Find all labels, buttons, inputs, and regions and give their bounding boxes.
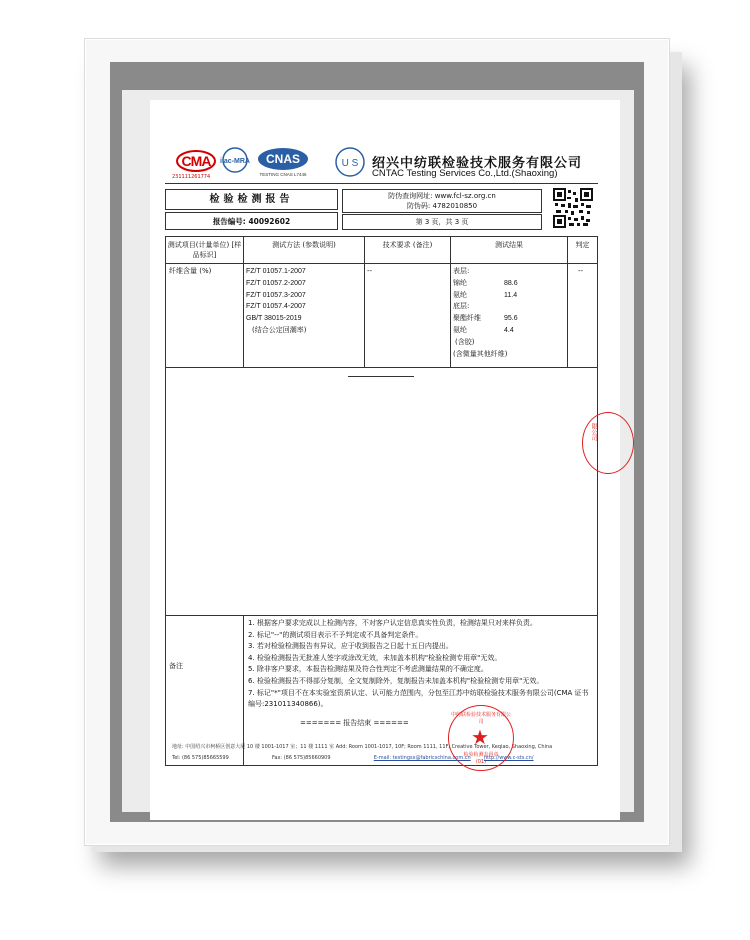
report-number-label: 报告编号: [212,217,246,226]
blank-divider [348,376,414,377]
result-value-3: 11.4 [504,291,518,299]
footer-contacts [172,753,602,764]
company-name-cn: 绍兴中纺联检验技术服务有限公司 [372,156,583,171]
report-title: 检验检测报告 [165,189,338,210]
svg-text:TESTING CNAS L7446: TESTING CNAS L7446 [259,172,307,177]
cntac-logo [334,146,366,178]
remark-2: 2. 标记"--"的测试项目表示不予判定或不具备判定条件。 [248,630,423,639]
method-note: (结合公定回潮率) [252,326,307,334]
remark-1: 1. 根据客户要求完成以上检测内容，不对客户认定信息真实性负责，检测结果只对来样负责。 [248,619,537,627]
verify-site: 防伪查询网址: www.fcl-sz.org.cn [388,192,496,200]
header-result: 测试结果 [495,241,523,249]
seal-sub-text: 检验检测专用章 [463,752,499,758]
result-label-7: (含胶) [455,337,475,346]
cma-number: 231111261774 [172,174,211,180]
header-judgement: 判定 [575,241,590,249]
result-label-3: 氨纶 [453,290,467,299]
ilac-mra-logo [215,146,255,176]
svg-text:U S: U S [341,158,359,169]
page-info: 第 3 页，共 3 页 [342,214,542,230]
official-seal-stamp [448,705,514,771]
svg-text:CMA: CMA [181,153,211,169]
svg-text:CNAS: CNAS [265,152,301,166]
header-divider [165,183,598,184]
method-4: FZ/T 01057.4-2007 [246,303,306,311]
result-label-5: 聚酯纤维 [453,314,481,323]
method-5: GB/T 38015-2019 [246,315,302,323]
side-seal-text: 限公司 [590,423,597,441]
method-2: FZ/T 01057.2-2007 [246,279,306,287]
report-number [165,212,338,230]
remark-3: 3. 若对检验检测报告有异议，应于收到报告之日起十五日内提出。 [248,642,453,651]
header-requirement: 技术要求 (备注) [382,241,433,249]
result-label-6: 氨纶 [453,326,467,334]
result-value-2: 88.6 [504,279,518,287]
footer-web[interactable]: http://www.c-sts.cn/ [483,755,534,761]
result-value-6: 4.4 [504,327,514,334]
qr-code-icon [553,188,593,228]
footer-tel: Tel: (86 575)85665599 [172,755,229,761]
remark-6: 6. 检验检测报告不得部分复制，全文复制除外，复制报告未加盖本机构"检验检测专用章"无效。 [248,676,544,685]
result-label-8: (含微量其他纤维) [453,349,508,358]
header-test-method: 测试方法 (参数说明) [272,241,336,249]
report-end: ======= 报告结束 ====== [300,719,409,727]
footer [172,742,602,764]
seal-text: 中纺联检验技术服务有限公司 [450,712,511,725]
side-seal-stamp [582,412,634,474]
result-label-2: 锦纶 [453,278,467,287]
requirement: -- [367,267,373,275]
cnas-logo [256,146,310,180]
star-icon: ★ [471,725,489,749]
header-test-item: 测试项目(计量单位) [样品标识] [167,241,242,259]
remarks-label: 备注 [169,662,183,670]
svg-text:ilac-MRA: ilac-MRA [220,158,250,165]
footer-address: 地址: 中国绍兴市柯桥区创意大厦 10 楼 1001-1017 室；11 楼 1111 室 Add: Room 1001-1017, 10F; Room 1111, 11F, Creative Tower, Keqiao, Shaoxing, China [172,744,553,750]
method-1: FZ/T 01057.1-2007 [246,268,306,275]
company-name-en: CNTAC Testing Services Co.,Ltd.(Shaoxing) [372,168,558,179]
result-value-5: 95.6 [504,315,518,323]
remark-7: 7. 标记"*"项目不在本实验室资质认定、认可能力范围内，分包至江苏中纺联检验技术服务有限公司(CMA 证书编号:231011340866)。 [248,688,589,709]
remark-4: 4. 检验检测报告无批准人签字或涂改无效，未加盖本机构"检验检测专用章"无效。 [248,653,502,662]
report-number-value: 40092602 [248,217,291,226]
remark-5: 5. 除非客户要求，本报告检测结果及符合性判定不考虑测量结果的不确定度。 [248,665,488,674]
judgement: -- [578,267,584,275]
verify-code: 防伪码: 4782010850 [406,202,478,210]
method-3: FZ/T 01057.3-2007 [246,291,306,299]
footer-email[interactable]: E-mail: testingsx@fabricschina.com.cn [373,755,471,761]
cma-logo [176,150,216,172]
test-item: 纤维含量 (%) [169,267,212,275]
result-label-4: 底层: [453,302,470,311]
verification-box [342,189,542,213]
seal-code: (01) [475,759,487,765]
remarks-list [248,618,594,711]
results-table [165,236,598,766]
footer-fax: Fax: (86 575)85660909 [271,755,331,761]
result-label-1: 表层: [453,267,470,275]
